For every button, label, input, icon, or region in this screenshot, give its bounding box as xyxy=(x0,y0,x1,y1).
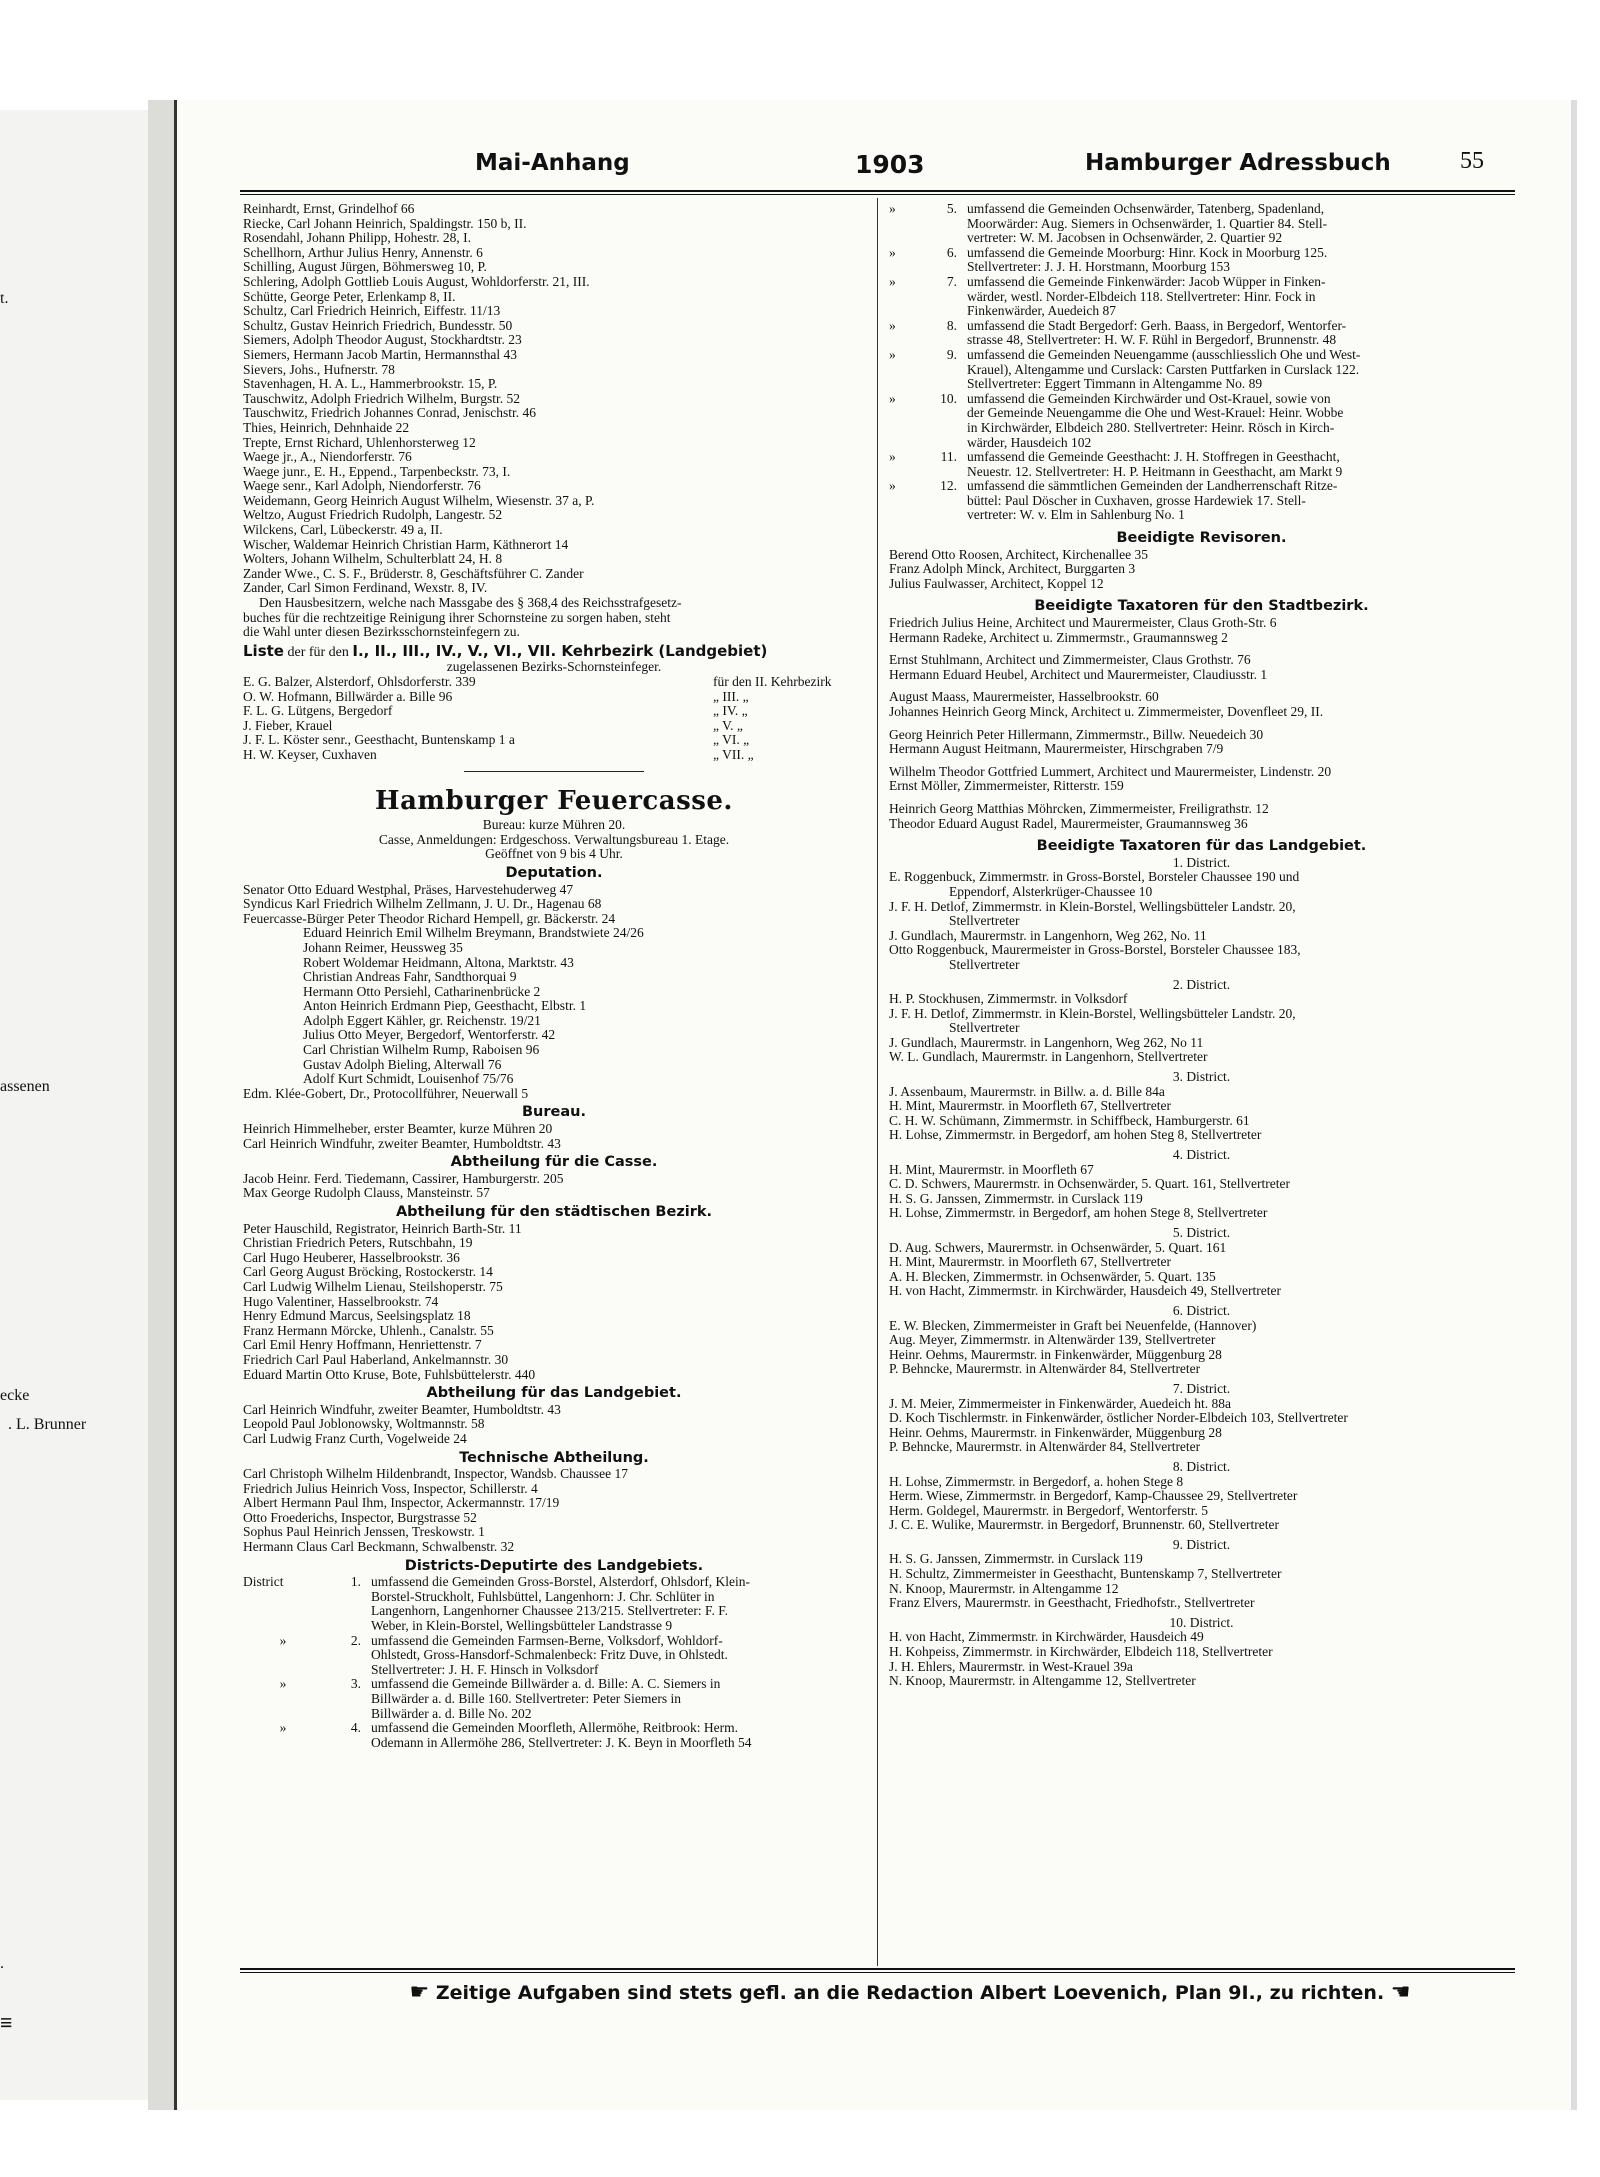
list-item: Franz Adolph Minck, Architect, Burggarten 3 xyxy=(889,562,1136,577)
list-item: Max George Rudolph Clauss, Mansteinstr. 57 xyxy=(243,1186,490,1201)
list-item: Weidemann, Georg Heinrich August Wilhelm, Wiesenstr. 37 a, P. xyxy=(243,493,595,508)
district-line: Finkenwärder, Auedeich 87 xyxy=(967,304,1117,319)
sweep-name: J. F. L. Köster senr., Geesthacht, Buntenskamp 1 a xyxy=(243,733,515,748)
list-item: Sievers, Johs., Hufnerstr. 78 xyxy=(243,362,395,377)
page-number: 55 xyxy=(1460,148,1484,174)
list-item: Riecke, Carl Johann Heinrich, Spaldingstr. 150 b, II. xyxy=(243,216,527,231)
list-item: Hermann Claus Carl Beckmann, Schwalbenstr. 32 xyxy=(243,1540,515,1555)
district-subheading: 9. District. xyxy=(1172,1537,1231,1552)
prev-hand-mark: ≡ xyxy=(0,2010,13,2035)
header-section: Mai-Anhang xyxy=(475,150,630,176)
list-item: H. Lohse, Zimmermstr. in Bergedorf, am hohen Stege 8, Stellvertreter xyxy=(889,1206,1268,1221)
list-item: Franz Hermann Mörcke, Uhlenh., Canalstr. 55 xyxy=(243,1323,494,1338)
district-line: umfassend die Gemeinden Moorfleth, Allermöhe, Reitbrook: Herm. xyxy=(371,1721,739,1736)
sweep-bezirk: „ VI. „ xyxy=(713,732,750,748)
district-subheading: 3. District. xyxy=(1172,1070,1231,1085)
list-item: Stellvertreter xyxy=(949,1021,1020,1036)
prev-fragment: . xyxy=(0,1955,4,1972)
district-entry xyxy=(889,479,1514,523)
district-number: 8. xyxy=(946,317,957,333)
district-line: umfassend die Gemeinden Ochsenwärder, Tatenberg, Spadenland, xyxy=(967,202,1325,216)
district-line: vertreter: W. v. Elm in Sahlenburg No. 1 xyxy=(967,508,1185,523)
list-item: Julius Otto Meyer, Bergedorf, Wentorferstr. 42 xyxy=(303,1028,556,1043)
list-item: Wilhelm Theodor Gottfried Lummert, Architect und Maurermeister, Lindenstr. 20 xyxy=(889,764,1332,779)
sweep-bezirk: für den II. Kehrbezirk xyxy=(713,674,832,689)
sweeps-table xyxy=(243,675,865,763)
sweep-name: E. G. Balzer, Alsterdorf, Ohlsdorferstr. 339 xyxy=(243,675,476,689)
district-subheading: 6. District. xyxy=(1172,1303,1231,1318)
sweep-bezirk: „ VII. „ xyxy=(713,746,754,762)
district-line: Stellvertreter: J. H. F. Hinsch in Volksdorf xyxy=(371,1662,599,1677)
list-item: H. von Hacht, Zimmermstr. in Kirchwärder, Hausdeich 49, Stellvertreter xyxy=(889,1284,1281,1299)
district-line: Langenhorn, Langenhorner Chaussee 213/215. Stellvertreter: F. F. xyxy=(371,1604,728,1619)
district-entry xyxy=(243,1721,865,1750)
list-item: Senator Otto Eduard Westphal, Präses, Harvestehuderweg 47 xyxy=(243,882,574,897)
list-item: Heinrich Georg Matthias Möhrcken, Zimmermeister, Freiligrathstr. 12 xyxy=(889,801,1269,816)
district-entry xyxy=(243,1575,865,1633)
district-line: Weber, in Klein-Borstel, Wellingsbütteler Landstrasse 9 xyxy=(371,1619,673,1634)
district-line: Moorwärder: Aug. Siemers in Ochsenwärder, 1. Quartier 84. Stell- xyxy=(967,216,1328,231)
list-item: Jacob Heinr. Ferd. Tiedemann, Cassirer, Hamburgerstr. 205 xyxy=(243,1171,564,1186)
prev-fragment: . L. Brunner xyxy=(8,1416,87,1433)
list-item: Henry Edmund Marcus, Seelsingsplatz 18 xyxy=(243,1309,471,1324)
district-entry xyxy=(889,319,1514,348)
list-item: E. W. Blecken, Zimmermeister in Graft bei Neuenfelde, (Hannover) xyxy=(889,1318,1257,1333)
list-item: Hermann Eduard Heubel, Architect und Maurermeister, Claudiusstr. 1 xyxy=(889,667,1268,682)
list-item: Friedrich Julius Heine, Architect und Maurermeister, Claus Groth-Str. 6 xyxy=(889,616,1277,631)
list-item: Adolf Kurt Schmidt, Louisenhof 75/76 xyxy=(303,1072,514,1087)
page-header xyxy=(240,150,1540,186)
deputation-heading: Deputation. xyxy=(505,864,603,881)
district-entry xyxy=(243,1634,865,1678)
list-item: Carl Ludwig Franz Curth, Vogelweide 24 xyxy=(243,1431,467,1446)
list-item: Adolph Eggert Kähler, gr. Reichenstr. 19/21 xyxy=(303,1013,541,1028)
list-item: Wolters, Johann Wilhelm, Schulterblatt 24, H. 8 xyxy=(243,552,503,567)
district-entry xyxy=(889,450,1514,479)
list-item: Herm. Goldegel, Maurermstr. in Bergedorf, Wentorferstr. 5 xyxy=(889,1503,1208,1518)
district-line: vertreter: W. M. Jacobsen in Ochsenwärder, 2. Quartier 92 xyxy=(967,231,1283,246)
district-line: in Kirchwärder, Elbdeich 280. Stellvertreter: Heinr. Rösch in Kirch- xyxy=(967,420,1335,435)
list-item: E. Roggenbuck, Zimmermstr. in Gross-Borstel, Borsteler Chaussee 190 und xyxy=(889,870,1300,885)
district-line: umfassend die Gemeinden Farmsen-Berne, Volksdorf, Wohldorf- xyxy=(371,1633,723,1648)
district-line: wärder, Hausdeich 102 xyxy=(967,435,1092,450)
list-item: H. S. G. Janssen, Zimmermstr. in Curslack 119 xyxy=(889,1552,1143,1567)
list-item: Otto Froederichs, Inspector, Burgstrasse 52 xyxy=(243,1510,477,1525)
list-item: Aug. Meyer, Zimmermstr. in Altenwärder 139, Stellvertreter xyxy=(889,1333,1216,1348)
list-item: Hermann Radeke, Architect u. Zimmermstr., Graumannsweg 2 xyxy=(889,630,1228,645)
district-number: 3. xyxy=(350,1676,361,1692)
list-item: Berend Otto Roosen, Architect, Kirchenallee 35 xyxy=(889,547,1149,562)
list-item: August Maass, Maurermeister, Hasselbrookstr. 60 xyxy=(889,690,1159,705)
pointing-hand-icon: ☚ xyxy=(1390,1980,1411,2005)
district-subheading: 1. District. xyxy=(1172,855,1231,870)
list-item: Tauschwitz, Friedrich Johannes Conrad, Jenischstr. 46 xyxy=(243,406,536,421)
district-number: 9. xyxy=(946,346,957,362)
table-row xyxy=(243,719,865,734)
district-entry xyxy=(889,275,1514,319)
district-subheading: 4. District. xyxy=(1172,1148,1231,1163)
district-line: Billwärder a. d. Bille 160. Stellvertreter: Peter Siemers in xyxy=(371,1692,682,1706)
book-gutter xyxy=(148,100,174,2110)
list-item: Waege senr., Karl Adolph, Niendorferstr. 76 xyxy=(243,479,481,494)
district-subheading: 10. District. xyxy=(1169,1615,1234,1630)
list-item: Wilckens, Carl, Lübeckerstr. 49 a, II. xyxy=(243,523,443,538)
feuercasse-info: Bureau: kurze Mühren 20. xyxy=(482,818,626,833)
column-divider xyxy=(877,198,878,1966)
list-item: Waege jr., A., Niendorferstr. 76 xyxy=(243,450,412,465)
district-line: umfassend die Gemeinde Finkenwärder: Jacob Wüpper in Finken- xyxy=(967,274,1326,289)
left-column xyxy=(243,202,865,1750)
district-subheading: 5. District. xyxy=(1172,1226,1231,1240)
sweep-name: H. W. Keyser, Cuxhaven xyxy=(243,747,377,762)
header-rule-thin xyxy=(240,194,1515,195)
district-line: umfassend die Gemeinde Moorburg: Hinr. Kock in Moorburg 125. xyxy=(967,245,1328,260)
footer-text: Zeitige Aufgaben sind stets gefl. an die Redaction Albert Loevenich, Plan 9I., zu richten. xyxy=(435,1982,1385,2004)
prev-fragment: t. xyxy=(0,290,9,307)
list-item: H. Lohse, Zimmermstr. in Bergedorf, a. hohen Stege 8 xyxy=(889,1474,1184,1489)
district-subheading: 8. District. xyxy=(1172,1459,1231,1474)
prev-fragment: assenen xyxy=(0,1078,50,1095)
district-label: » xyxy=(279,1676,287,1692)
districts-heading: Districts-Deputirte des Landgebiets. xyxy=(404,1557,704,1574)
list-item: H. Lohse, Zimmermstr. in Bergedorf, am hohen Steg 8, Stellvertreter xyxy=(889,1128,1262,1143)
header-title: Hamburger Adressbuch xyxy=(1085,150,1391,176)
list-item: Ernst Stuhlmann, Architect und Zimmermeister, Claus Grothstr. 76 xyxy=(889,653,1251,668)
list-item: W. L. Gundlach, Maurermstr. in Langenhorn, Stellvertreter xyxy=(889,1050,1208,1065)
district-entry xyxy=(889,392,1514,450)
previous-page-edge xyxy=(0,110,151,2100)
district-number: 2. xyxy=(350,1632,361,1648)
footer-notice xyxy=(320,1980,1500,2005)
table-row xyxy=(243,704,865,719)
casse-heading: Abtheilung für die Casse. xyxy=(450,1154,658,1171)
taxatoren-land-heading: Beeidigte Taxatoren für das Landgebiet. xyxy=(1036,838,1367,855)
list-item: Waege junr., E. H., Eppend., Tarpenbeckstr. 73, I. xyxy=(243,464,511,479)
district-line: büttel: Paul Döscher in Cuxhaven, grosse Hardewiek 17. Stell- xyxy=(967,493,1306,508)
notice-line: die Wahl unter diesen Bezirksschornsteinfegern zu. xyxy=(243,625,520,640)
list-item: Edm. Klée-Gobert, Dr., Protocollführer, Neuerwall 5 xyxy=(243,1086,529,1101)
feuercasse-title: Hamburger Feuercasse. xyxy=(375,785,733,816)
list-item: Wischer, Waldemar Heinrich Christian Harm, Käthnerort 14 xyxy=(243,537,569,552)
list-item: Friedrich Carl Paul Haberland, Ankelmannstr. 30 xyxy=(243,1352,509,1367)
district-label: » xyxy=(889,273,896,289)
list-item: Theodor Eduard August Radel, Maurermeister, Graumannsweg 36 xyxy=(889,816,1248,831)
sweep-bezirk: „ IV. „ xyxy=(713,703,748,719)
notice-line: buches für die rechtzeitige Reinigung ihrer Schornsteine zu sorgen haben, steht xyxy=(243,610,671,625)
list-item: Carl Heinrich Windfuhr, zweiter Beamter, Humboldtstr. 43 xyxy=(243,1402,561,1417)
list-item: H. Kohpeiss, Zimmermstr. in Kirchwärder, Elbdeich 118, Stellvertreter xyxy=(889,1645,1273,1660)
staedt-heading: Abtheilung für den städtischen Bezirk. xyxy=(395,1204,713,1220)
list-item: Carl Ludwig Wilhelm Lienau, Steilshoperstr. 75 xyxy=(243,1279,503,1294)
district-label: » xyxy=(279,1632,287,1648)
district-label: » xyxy=(889,317,896,333)
district-number: 12. xyxy=(940,478,957,494)
list-item: H. Mint, Maurermstr. in Moorfleth 67 xyxy=(889,1162,1094,1177)
list-item: Schlering, Adolph Gottlieb Louis August, Wohldorferstr. 21, III. xyxy=(243,274,590,289)
list-item: J. Gundlach, Maurermstr. in Langenhorn, Weg 262, No 11 xyxy=(889,1035,1204,1050)
district-label: » xyxy=(889,346,896,362)
district-subheading: 7. District. xyxy=(1172,1381,1231,1396)
liste-bold: I., II., III., IV., V., VI., VII. Kehrbezirk (Landgebiet) xyxy=(352,643,768,660)
list-item: H. Mint, Maurermstr. in Moorfleth 67, Stellvertreter xyxy=(889,1099,1171,1114)
right-column xyxy=(889,202,1514,1689)
district-line: Krauel), Altengamme und Curslack: Carsten Puttfarken in Curslack 122. xyxy=(967,362,1360,377)
sweep-name: J. Fieber, Krauel xyxy=(243,718,333,733)
list-item: Reinhardt, Ernst, Grindelhof 66 xyxy=(243,202,415,216)
district-label: District xyxy=(243,1574,284,1590)
list-item: J. H. Ehlers, Maurermstr. in West-Krauel 39a xyxy=(889,1659,1133,1674)
list-item: Ernst Möller, Zimmermeister, Ritterstr. 159 xyxy=(889,779,1124,794)
district-number: 1. xyxy=(350,1574,361,1590)
sweep-bezirk: „ III. „ xyxy=(713,688,749,704)
list-item: Schultz, Carl Friedrich Heinrich, Eiffestr. 11/13 xyxy=(243,304,501,319)
list-item: Stavenhagen, H. A. L., Hammerbrookstr. 15, P. xyxy=(243,377,498,392)
footer-rule xyxy=(240,1968,1515,1970)
list-item: C. H. W. Schümann, Zimmermstr. in Schiffbeck, Hamburgerstr. 61 xyxy=(889,1113,1250,1128)
list-item: Albert Hermann Paul Ihm, Inspector, Ackermannstr. 17/19 xyxy=(243,1496,560,1511)
list-item: Eduard Heinrich Emil Wilhelm Breymann, Brandstwiete 24/26 xyxy=(303,926,644,941)
district-entry xyxy=(889,202,1514,246)
district-subheading: 2. District. xyxy=(1172,977,1231,992)
list-item: H. von Hacht, Zimmermstr. in Kirchwärder, Hausdeich 49 xyxy=(889,1630,1204,1645)
list-item: Johann Reimer, Heussweg 35 xyxy=(303,940,463,955)
list-item: Georg Heinrich Peter Hillermann, Zimmermstr., Billw. Neuedeich 30 xyxy=(889,727,1264,742)
list-item: Siemers, Hermann Jacob Martin, Hermannsthal 43 xyxy=(243,347,518,362)
list-item: Rosendahl, Johann Philipp, Hohestr. 28, I. xyxy=(243,231,471,246)
list-item: N. Knoop, Maurermstr. in Altengamme 12, Stellvertreter xyxy=(889,1674,1196,1689)
list-item: Julius Faulwasser, Architect, Koppel 12 xyxy=(889,576,1104,591)
district-line: Ohlstedt, Gross-Hansdorf-Schmalenbeck: Fritz Duve, in Ohlstedt. xyxy=(371,1648,728,1663)
district-line: Odemann in Allermöhe 286, Stellvertreter: J. K. Beyn in Moorfleth 54 xyxy=(371,1735,752,1750)
list-item: Carl Heinrich Windfuhr, zweiter Beamter, Humboldtstr. 43 xyxy=(243,1136,561,1151)
district-line: Stellvertreter: Eggert Timmann in Altengamme No. 89 xyxy=(967,377,1263,392)
list-item: Friedrich Julius Heinrich Voss, Inspector, Schillerstr. 4 xyxy=(243,1481,538,1496)
district-line: umfassend die Gemeinde Billwärder a. d. Bille: A. C. Siemers in xyxy=(371,1677,721,1692)
list-item: Carl Christoph Wilhelm Hildenbrandt, Inspector, Wandsb. Chaussee 17 xyxy=(243,1467,629,1482)
list-item: Carl Hugo Heuberer, Hasselbrookstr. 36 xyxy=(243,1250,460,1265)
header-year: 1903 xyxy=(855,150,925,179)
list-item: Tauschwitz, Adolph Friedrich Wilhelm, Burgstr. 52 xyxy=(243,391,520,406)
list-item: Trepte, Ernst Richard, Uhlenhorsterweg 12 xyxy=(243,435,476,450)
list-item: Leopold Paul Joblonowsky, Woltmannstr. 58 xyxy=(243,1417,485,1432)
list-item: J. Gundlach, Maurermstr. in Langenhorn, Weg 262, No. 11 xyxy=(889,928,1207,943)
feuercasse-info: Casse, Anmeldungen: Erdgeschoss. Verwaltungsbureau 1. Etage. xyxy=(378,832,730,847)
names-list xyxy=(243,202,865,596)
list-item: Otto Roggenbuck, Maurermeister in Gross-Borstel, Borsteler Chaussee 183, xyxy=(889,943,1301,958)
table-row xyxy=(243,733,865,748)
district-number: 6. xyxy=(946,244,957,260)
list-item: Gustav Adolph Bieling, Alterwall 76 xyxy=(303,1057,502,1072)
sweep-name: F. L. G. Lütgens, Bergedorf xyxy=(243,704,393,719)
list-item: Syndicus Karl Friedrich Wilhelm Zellmann, J. U. Dr., Hagenau 68 xyxy=(243,897,602,912)
list-item: P. Behncke, Maurermstr. in Altenwärder 84, Stellvertreter xyxy=(889,1362,1201,1377)
table-row xyxy=(243,748,865,763)
page-edge xyxy=(1571,100,1577,2110)
list-item: Sophus Paul Heinrich Jenssen, Treskowstr. 1 xyxy=(243,1525,485,1540)
list-item: D. Koch Tischlermstr. in Finkenwärder, östlicher Norder-Elbdeich 103, Stellvertreter xyxy=(889,1411,1348,1426)
list-item: C. D. Schwers, Maurermstr. in Ochsenwärder, 5. Quart. 161, Stellvertreter xyxy=(889,1177,1290,1192)
district-line: der Gemeinde Neuengamme die Ohe und West-Krauel: Heinr. Wobbe xyxy=(967,406,1344,421)
list-item: Hermann Otto Persiehl, Catharinenbrücke 2 xyxy=(303,984,541,999)
district-label: » xyxy=(889,201,896,216)
list-item: Stellvertreter xyxy=(949,957,1020,972)
district-number: 7. xyxy=(946,273,957,289)
list-item: Christian Friedrich Peters, Rutschbahn, 19 xyxy=(243,1236,473,1251)
district-line: umfassend die Stadt Bergedorf: Gerh. Baass, in Bergedorf, Wentorfer- xyxy=(967,318,1347,333)
district-line: umfassend die Gemeinden Neuengamme (ausschliesslich Ohe und West- xyxy=(967,347,1361,362)
prev-fragment: ecke xyxy=(0,1387,30,1404)
list-item: Heinrich Himmelheber, erster Beamter, kurze Mühren 20 xyxy=(243,1122,553,1137)
liste-mid: der für den xyxy=(287,644,349,660)
list-item: Franz Elvers, Maurermstr. in Geesthacht, Friedhofstr., Stellvertreter xyxy=(889,1596,1255,1611)
list-item: P. Behncke, Maurermstr. in Altenwärder 84, Stellvertreter xyxy=(889,1440,1201,1455)
district-number: 11. xyxy=(940,449,957,465)
footer-rule-thin xyxy=(240,1972,1515,1973)
pointing-hand-icon: ☛ xyxy=(409,1980,430,2005)
list-item: J. F. H. Detlof, Zimmermstr. in Klein-Borstel, Wellingsbütteler Landstr. 20, xyxy=(889,1006,1296,1021)
district-number: 5. xyxy=(946,201,957,216)
district-line: umfassend die sämmtlichen Gemeinden der Landherrenschaft Ritze- xyxy=(967,479,1338,494)
list-item: Schilling, August Jürgen, Böhmersweg 10, P. xyxy=(243,260,487,275)
table-row xyxy=(243,690,865,705)
list-item: Eppendorf, Alsterkrüger-Chaussee 10 xyxy=(949,884,1153,899)
list-item: J. M. Meier, Zimmermeister in Finkenwärder, Auedeich ht. 88a xyxy=(889,1396,1231,1411)
sweep-bezirk: „ V. „ xyxy=(713,717,743,733)
section-divider xyxy=(464,771,644,772)
landgebiet-heading: Abtheilung für das Landgebiet. xyxy=(426,1385,682,1402)
list-item: Heinr. Oehms, Maurermstr. in Finkenwärder, Müggenburg 28 xyxy=(889,1347,1222,1362)
district-line: Stellvertreter: J. J. H. Horstmann, Moorburg 153 xyxy=(967,260,1230,275)
liste-prefix: Liste xyxy=(243,643,284,660)
district-line: umfassend die Gemeinden Kirchwärder und Ost-Krauel, sowie von xyxy=(967,391,1331,406)
district-label: » xyxy=(889,244,896,260)
list-item: D. Aug. Schwers, Maurermstr. in Ochsenwärder, 5. Quart. 161 xyxy=(889,1240,1227,1255)
district-line: Billwärder a. d. Bille No. 202 xyxy=(371,1706,532,1721)
sweep-name: O. W. Hofmann, Billwärder a. Bille 96 xyxy=(243,689,453,704)
district-number: 10. xyxy=(940,390,957,406)
list-item: Feuercasse-Bürger Peter Theodor Richard Hempell, gr. Bäckerstr. 24 xyxy=(243,911,616,926)
list-item: Carl Christian Wilhelm Rump, Raboisen 96 xyxy=(303,1043,540,1058)
taxatoren-stadt-heading: Beeidigte Taxatoren für den Stadtbezirk. xyxy=(1034,598,1369,615)
district-line: wärder, westl. Norder-Elbdeich 118. Stellvertreter: Hinr. Fock in xyxy=(967,289,1316,304)
bureau-heading: Bureau. xyxy=(522,1104,586,1121)
list-item: N. Knoop, Maurermstr. in Altengamme 12 xyxy=(889,1581,1119,1596)
district-label: » xyxy=(889,449,896,465)
revisoren-heading: Beeidigte Revisoren. xyxy=(1116,530,1287,547)
liste-heading xyxy=(243,644,865,661)
list-item: Stellvertreter xyxy=(949,914,1020,929)
list-item: Robert Woldemar Heidmann, Altona, Marktstr. 43 xyxy=(303,955,574,970)
list-item: Christian Andreas Fahr, Sandthorquai 9 xyxy=(303,970,517,985)
district-line: Borstel-Struckholt, Fuhlsbüttel, Langenhorn: J. Chr. Schlüter in xyxy=(371,1589,715,1604)
list-item: H. Schultz, Zimmermeister in Geesthacht, Buntenskamp 7, Stellvertreter xyxy=(889,1567,1282,1582)
list-item: Anton Heinrich Erdmann Piep, Geesthacht, Elbstr. 1 xyxy=(303,999,587,1014)
district-line: Neuestr. 12. Stellvertreter: H. P. Heitmann in Geesthacht, am Markt 9 xyxy=(967,464,1343,479)
list-item: Eduard Martin Otto Kruse, Bote, Fuhlsbüttelerstr. 440 xyxy=(243,1367,536,1382)
list-item: Peter Hauschild, Registrator, Heinrich Barth-Str. 11 xyxy=(243,1221,522,1236)
list-item: Zander Wwe., C. S. F., Brüderstr. 8, Geschäftsführer C. Zander xyxy=(243,566,584,581)
notice-line: Den Hausbesitzern, welche nach Massgabe des § 368,4 des Reichsstrafgesetz- xyxy=(259,596,682,611)
list-item: Thies, Heinrich, Dehnhaide 22 xyxy=(243,420,410,435)
district-label: » xyxy=(279,1720,287,1736)
district-entry xyxy=(243,1677,865,1721)
district-line: umfassend die Gemeinde Geesthacht: J. H. Stoffregen in Geesthacht, xyxy=(967,450,1340,465)
list-item: Schultz, Gustav Heinrich Friedrich, Bundesstr. 50 xyxy=(243,318,513,333)
district-line: strasse 48, Stellvertreter: H. W. F. Rühl in Bergedorf, Brunnenstr. 48 xyxy=(967,333,1337,348)
list-item: H. S. G. Janssen, Zimmermstr. in Curslack 119 xyxy=(889,1191,1143,1206)
list-item: Schellhorn, Arthur Julius Henry, Annenstr. 6 xyxy=(243,245,483,260)
list-item: J. F. H. Detlof, Zimmermstr. in Klein-Borstel, Wellingsbütteler Landstr. 20, xyxy=(889,899,1296,914)
list-item: H. P. Stockhusen, Zimmermstr. in Volksdorf xyxy=(889,992,1128,1007)
list-item: Hermann August Heitmann, Maurermeister, Hirschgraben 7/9 xyxy=(889,742,1224,757)
liste-subtitle: zugelassenen Bezirks-Schornsteinfeger. xyxy=(446,660,662,675)
district-number: 4. xyxy=(350,1720,361,1736)
list-item: Hugo Valentiner, Hasselbrookstr. 74 xyxy=(243,1294,439,1309)
table-row xyxy=(243,675,865,690)
list-item: Zander, Carl Simon Ferdinand, Wexstr. 8, IV. xyxy=(243,581,488,596)
technische-heading: Technische Abtheilung. xyxy=(459,1449,649,1466)
feuercasse-info: Geöffnet von 9 bis 4 Uhr. xyxy=(485,847,623,862)
list-item: Heinr. Oehms, Maurermstr. in Finkenwärder, Müggenburg 28 xyxy=(889,1425,1222,1440)
list-item: Weltzo, August Friedrich Rudolph, Langestr. 52 xyxy=(243,508,503,523)
district-entry xyxy=(889,348,1514,392)
list-item: H. Mint, Maurermstr. in Moorfleth 67, Stellvertreter xyxy=(889,1255,1171,1270)
header-rule xyxy=(240,190,1515,192)
list-item: Siemers, Adolph Theodor August, Stockhardtstr. 23 xyxy=(243,333,522,348)
district-line: umfassend die Gemeinden Gross-Borstel, Alsterdorf, Ohlsdorf, Klein- xyxy=(371,1575,751,1590)
list-item: Herm. Wiese, Zimmermstr. in Bergedorf, Kamp-Chaussee 29, Stellvertreter xyxy=(889,1489,1298,1504)
list-item: Carl Georg August Bröcking, Rostockerstr. 14 xyxy=(243,1265,493,1280)
district-label: » xyxy=(889,478,896,494)
list-item: Johannes Heinrich Georg Minck, Architect u. Zimmermeister, Dovenfleet 29, II. xyxy=(889,705,1324,719)
list-item: A. H. Blecken, Zimmermstr. in Ochsenwärder, 5. Quart. 135 xyxy=(889,1269,1216,1284)
list-item: J. C. E. Wulike, Maurermstr. in Bergedorf, Brunnenstr. 60, Stellvertreter xyxy=(889,1518,1280,1533)
list-item: Schütte, George Peter, Erlenkamp 8, II. xyxy=(243,289,456,304)
district-entry xyxy=(889,246,1514,275)
list-item: Carl Emil Henry Hoffmann, Henriettenstr. 7 xyxy=(243,1338,482,1353)
chimney-notice xyxy=(243,596,865,640)
district-label: » xyxy=(889,390,896,406)
list-item: J. Assenbaum, Maurermstr. in Billw. a. d. Bille 84a xyxy=(889,1084,1165,1099)
